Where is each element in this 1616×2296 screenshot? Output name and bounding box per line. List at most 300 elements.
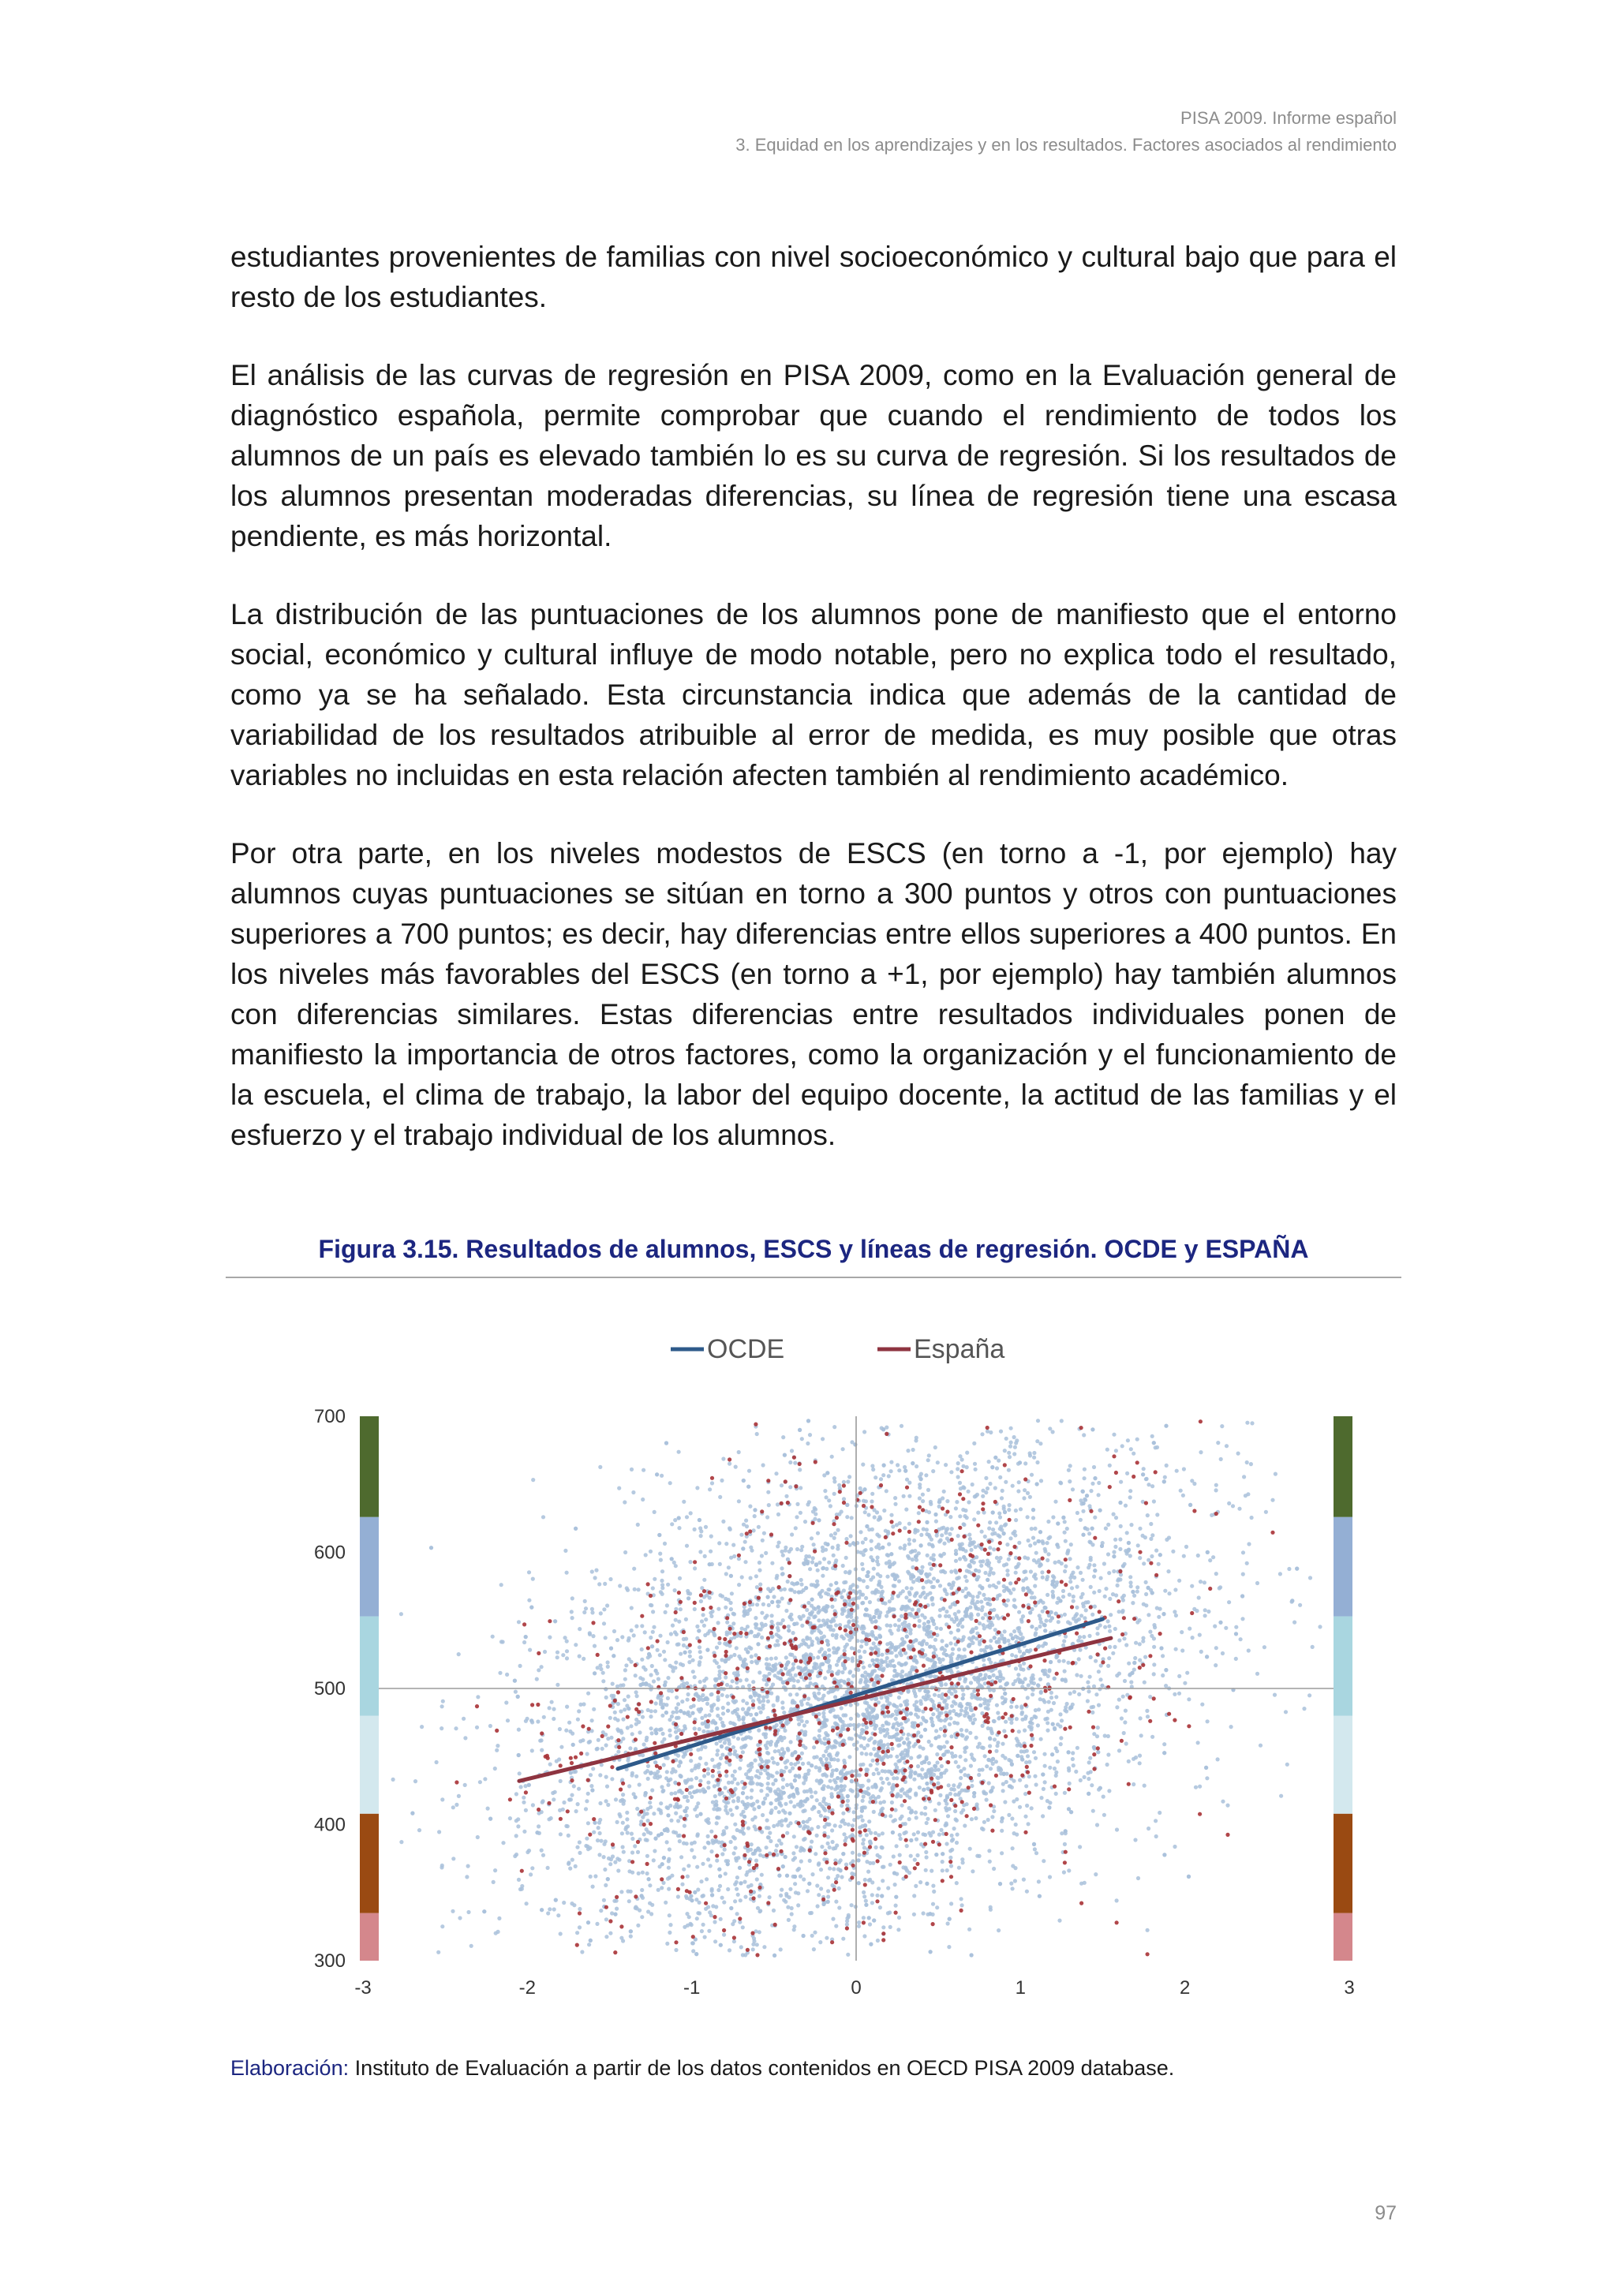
scatter-point [630, 1606, 634, 1610]
scatter-point [1060, 1419, 1064, 1423]
scatter-point [972, 1517, 976, 1521]
scatter-point [1000, 1829, 1004, 1833]
scatter-point [1077, 1657, 1081, 1661]
scatter-point [757, 1525, 761, 1529]
scatter-point [977, 1773, 981, 1777]
scatter-point [574, 1643, 578, 1647]
scatter-point [685, 1515, 689, 1519]
scatter-point [668, 1481, 672, 1485]
scatter-point [765, 1614, 769, 1617]
scatter-point [799, 1875, 802, 1879]
scatter-point [811, 1509, 815, 1513]
scatter-point [922, 1911, 926, 1915]
scatter-point [828, 1845, 832, 1849]
scatter-point [604, 1743, 608, 1747]
scatter-point [973, 1462, 977, 1466]
scatter-point [1177, 1692, 1181, 1696]
scatter-point [693, 1675, 697, 1679]
scatter-point [702, 1624, 706, 1628]
scatter-point [815, 1834, 819, 1838]
scatter-point [976, 1677, 980, 1681]
scatter-point [1175, 1469, 1179, 1473]
scatter-point [901, 1643, 905, 1647]
scatter-point [869, 1831, 873, 1835]
scatter-point [777, 1810, 781, 1814]
scatter-point [1132, 1594, 1136, 1598]
scatter-point [954, 1760, 958, 1764]
scatter-point [1167, 1591, 1171, 1595]
scatter-point [841, 1819, 845, 1823]
scatter-point [829, 1779, 832, 1783]
scatter-point [1214, 1488, 1218, 1492]
scatter-point [870, 1539, 873, 1543]
scatter-point [698, 1550, 702, 1554]
scatter-point [967, 1570, 971, 1574]
scatter-point [1046, 1552, 1050, 1556]
scatter-point [896, 1744, 900, 1748]
scatter-point [1079, 1595, 1083, 1599]
scatter-point [1004, 1437, 1008, 1441]
scatter-point [777, 1541, 781, 1545]
scatter-point [493, 1868, 497, 1872]
scatter-point [825, 1567, 829, 1571]
scatter-point [1120, 1444, 1124, 1448]
scatter-point [1052, 1701, 1056, 1705]
scatter-point [1115, 1827, 1119, 1831]
scatter-point [1104, 1587, 1108, 1591]
level-band [360, 1913, 379, 1961]
scatter-point [916, 1830, 920, 1834]
scatter-point [478, 1780, 482, 1784]
scatter-point [914, 1792, 918, 1796]
scatter-point [741, 1737, 745, 1741]
scatter-point [693, 1767, 697, 1771]
scatter-point [1075, 1565, 1079, 1569]
scatter-point [603, 1582, 607, 1586]
scatter-point [520, 1884, 524, 1888]
scatter-point [1098, 1677, 1102, 1681]
scatter-point [638, 1909, 642, 1913]
scatter-point [970, 1708, 974, 1712]
scatter-point [436, 1950, 440, 1954]
scatter-point [758, 1583, 762, 1587]
scatter-point [1003, 1629, 1007, 1633]
scatter-point [514, 1792, 518, 1796]
scatter-point [587, 1943, 591, 1946]
scatter-point [968, 1537, 972, 1541]
scatter-point [761, 1696, 765, 1700]
scatter-point [765, 1662, 769, 1666]
scatter-point [649, 1550, 653, 1554]
scatter-point [1105, 1763, 1109, 1767]
scatter-point [986, 1625, 989, 1629]
scatter-point [1007, 1557, 1011, 1561]
scatter-point [730, 1780, 734, 1784]
scatter-point [649, 1603, 653, 1607]
scatter-point [706, 1817, 710, 1821]
scatter-point [1107, 1625, 1111, 1629]
scatter-point [630, 1837, 634, 1841]
scatter-point [582, 1657, 585, 1661]
scatter-point [834, 1924, 838, 1928]
scatter-point [638, 1730, 642, 1734]
scatter-point [918, 1880, 922, 1884]
scatter-point [893, 1623, 897, 1627]
scatter-point [709, 1849, 713, 1853]
scatter-point [1025, 1890, 1029, 1894]
scatter-point [836, 1528, 840, 1532]
scatter-point [967, 1563, 971, 1567]
scatter-point [621, 1737, 625, 1741]
scatter-point [810, 1934, 814, 1938]
scatter-point [825, 1757, 829, 1761]
scatter-point [878, 1801, 882, 1804]
scatter-point [1062, 1659, 1066, 1663]
level-band [360, 1716, 379, 1814]
scatter-point [880, 1653, 884, 1657]
scatter-point [961, 1464, 965, 1468]
scatter-point [577, 1787, 581, 1791]
level-band [360, 1416, 379, 1517]
scatter-point [608, 1716, 612, 1720]
scatter-point [1079, 1778, 1083, 1782]
scatter-point [851, 1619, 855, 1623]
scatter-point [706, 1767, 710, 1771]
scatter-point [893, 1808, 897, 1812]
scatter-point [630, 1468, 634, 1471]
scatter-point [615, 1685, 619, 1688]
scatter-point [1001, 1754, 1004, 1758]
scatter-point [1216, 1757, 1220, 1761]
scatter-point [978, 1697, 982, 1701]
scatter-point [754, 1622, 758, 1626]
scatter-point [859, 1744, 863, 1748]
scatter-point [841, 1812, 845, 1815]
scatter-point [602, 1898, 606, 1902]
scatter-point [825, 1495, 829, 1499]
scatter-point [772, 1760, 776, 1764]
scatter-point [668, 1729, 671, 1733]
scatter-point [864, 1499, 868, 1503]
scatter-point [716, 1707, 720, 1711]
scatter-point [897, 1468, 901, 1472]
scatter-point [575, 1845, 579, 1849]
scatter-point [1009, 1441, 1013, 1445]
scatter-point [760, 1873, 764, 1877]
scatter-point [1141, 1636, 1145, 1640]
scatter-point [722, 1724, 726, 1728]
scatter-point [1123, 1679, 1127, 1683]
scatter-point [1234, 1657, 1238, 1661]
scatter-point [1144, 1592, 1148, 1596]
scatter-point [894, 1904, 898, 1908]
scatter-point [886, 1743, 890, 1747]
scatter-point [513, 1854, 517, 1858]
scatter-point [1075, 1612, 1079, 1616]
scatter-point [679, 1607, 683, 1611]
scatter-point [781, 1618, 785, 1622]
scatter-point [911, 1565, 915, 1569]
scatter-point [618, 1584, 622, 1587]
scatter-point [646, 1777, 650, 1781]
scatter-point [1009, 1705, 1013, 1709]
scatter-point [950, 1848, 954, 1852]
scatter-point [861, 1799, 865, 1803]
scatter-point [627, 1784, 631, 1788]
scatter-point [522, 1796, 526, 1800]
scatter-point [963, 1823, 967, 1827]
scatter-point [881, 1879, 885, 1883]
scatter-point [613, 1717, 617, 1721]
scatter-point [879, 1477, 883, 1481]
scatter-point [942, 1744, 946, 1748]
scatter-point [590, 1610, 594, 1614]
scatter-point [1068, 1580, 1072, 1584]
scatter-point [605, 1603, 609, 1607]
scatter-point [788, 1587, 792, 1591]
scatter-point [739, 1657, 743, 1661]
scatter-point [1010, 1653, 1014, 1657]
scatter-point [870, 1547, 873, 1551]
scatter-point [939, 1554, 943, 1558]
scatter-point [650, 1664, 654, 1668]
scatter-point [996, 1594, 1000, 1598]
scatter-point [973, 1718, 977, 1722]
scatter-point [1024, 1760, 1028, 1764]
scatter-point [1095, 1632, 1099, 1636]
scatter-point [776, 1762, 780, 1766]
scatter-point [667, 1688, 671, 1692]
scatter-point [791, 1851, 795, 1855]
scatter-point [915, 1554, 918, 1557]
scatter-point [745, 1796, 749, 1800]
scatter-point [1064, 1565, 1068, 1569]
scatter-point [795, 1515, 799, 1519]
scatter-point [570, 1596, 574, 1600]
scatter-point [1097, 1493, 1101, 1497]
scatter-point [634, 1906, 638, 1910]
scatter-point [716, 1621, 720, 1625]
scatter-point [451, 1857, 455, 1860]
scatter-point [803, 1746, 807, 1750]
scatter-point [537, 1824, 541, 1828]
scatter-point [391, 1778, 395, 1782]
scatter-point [659, 1727, 663, 1731]
scatter-point [919, 1842, 923, 1846]
scatter-point [1019, 1507, 1023, 1511]
scatter-point [1106, 1619, 1110, 1623]
scatter-point [1190, 1584, 1194, 1588]
scatter-point [1014, 1823, 1018, 1827]
scatter-point [789, 1800, 793, 1804]
scatter-point [960, 1897, 963, 1901]
scatter-point [766, 1700, 770, 1703]
scatter-point [974, 1626, 978, 1630]
scatter-point [651, 1586, 655, 1590]
scatter-point [417, 1828, 421, 1832]
scatter-point [840, 1788, 844, 1792]
scatter-point [673, 1791, 677, 1795]
scatter-point [826, 1875, 830, 1879]
scatter-point [1102, 1561, 1106, 1565]
scatter-point [767, 1503, 771, 1507]
scatter-point [763, 1797, 767, 1801]
scatter-point [1087, 1563, 1091, 1567]
scatter-point [934, 1626, 938, 1630]
scatter-point [668, 1847, 671, 1851]
scatter-point [927, 1740, 931, 1744]
scatter-point [817, 1734, 821, 1738]
scatter-point [972, 1540, 976, 1544]
scatter-point [1002, 1687, 1006, 1691]
scatter-point [920, 1767, 924, 1771]
scatter-point [883, 1602, 887, 1606]
scatter-point [676, 1894, 680, 1898]
scatter-point [559, 1779, 563, 1783]
scatter-point [918, 1496, 922, 1500]
scatter-point [553, 1790, 557, 1794]
scatter-point [741, 1953, 745, 1957]
scatter-point [1094, 1692, 1098, 1696]
scatter-point [1034, 1782, 1038, 1786]
scatter-point [863, 1537, 867, 1541]
scatter-point [770, 1756, 774, 1760]
level-bands-left [360, 1416, 379, 1961]
scatter-point [703, 1554, 707, 1558]
scatter-point [1177, 1674, 1181, 1678]
scatter-point [610, 1911, 614, 1915]
scatter-point [998, 1515, 1002, 1519]
scatter-point [590, 1607, 594, 1611]
scatter-point [1128, 1489, 1132, 1493]
scatter-point [713, 1794, 717, 1798]
scatter-point [640, 1888, 644, 1892]
scatter-point [779, 1894, 783, 1898]
scatter-point [800, 1703, 804, 1707]
scatter-point [540, 1748, 544, 1752]
scatter-point [969, 1764, 973, 1768]
scatter-point [660, 1583, 664, 1587]
scatter-point [640, 1915, 644, 1919]
scatter-point [864, 1752, 868, 1756]
scatter-point [1041, 1576, 1045, 1580]
scatter-point [982, 1827, 986, 1831]
scatter-point [627, 1695, 630, 1699]
scatter-point [660, 1789, 664, 1793]
scatter-point [907, 1481, 911, 1485]
scatter-point [851, 1859, 855, 1863]
scatter-point [935, 1760, 939, 1764]
scatter-point [843, 1761, 847, 1765]
scatter-point [840, 1609, 844, 1613]
scatter-point [1086, 1771, 1090, 1775]
scatter-point [877, 1771, 881, 1775]
scatter-point [896, 1723, 900, 1727]
scatter-point [1117, 1610, 1121, 1614]
scatter-point [1225, 1444, 1229, 1448]
scatter-point [780, 1888, 784, 1892]
scatter-point [1117, 1698, 1121, 1702]
scatter-point [1143, 1784, 1147, 1788]
scatter-point [693, 1726, 697, 1730]
scatter-point [875, 1767, 879, 1771]
scatter-point [1036, 1723, 1040, 1727]
scatter-point [599, 1667, 603, 1671]
scatter-point [846, 1953, 850, 1957]
scatter-point [698, 1779, 702, 1783]
scatter-point [604, 1696, 608, 1700]
scatter-point [872, 1747, 876, 1751]
scatter-point [787, 1795, 791, 1799]
scatter-point [1311, 1645, 1315, 1649]
scatter-point [1010, 1763, 1014, 1767]
scatter-point [970, 1817, 974, 1821]
scatter-point [730, 1591, 734, 1595]
scatter-point [1007, 1451, 1011, 1455]
scatter-point [862, 1838, 866, 1842]
scatter-point [1236, 1452, 1240, 1456]
scatter-point [948, 1641, 952, 1645]
scatter-point [993, 1737, 997, 1741]
scatter-point [1001, 1789, 1005, 1793]
scatter-point [784, 1494, 788, 1498]
scatter-point [1083, 1468, 1087, 1471]
scatter-point [796, 1666, 800, 1670]
scatter-point [868, 1600, 872, 1604]
scatter-point [1005, 1543, 1009, 1546]
scatter-point [967, 1928, 971, 1931]
scatter-point [767, 1603, 771, 1607]
scatter-point [1135, 1438, 1139, 1442]
scatter-point [895, 1727, 899, 1731]
scatter-point [847, 1678, 851, 1682]
scatter-point [694, 1898, 698, 1901]
scatter-point [654, 1701, 658, 1705]
scatter-point [902, 1831, 906, 1835]
scatter-chart [268, 1314, 1389, 2040]
scatter-point [842, 1497, 846, 1501]
scatter-point [997, 1670, 1001, 1673]
scatter-point [997, 1766, 1001, 1770]
scatter-point [567, 1862, 570, 1866]
scatter-point [1089, 1585, 1093, 1589]
scatter-point [861, 1593, 865, 1597]
scatter-point [889, 1469, 893, 1473]
scatter-point [997, 1580, 1001, 1584]
scatter-point [732, 1700, 736, 1704]
scatter-point [1027, 1774, 1031, 1778]
scatter-point [847, 1755, 851, 1759]
scatter-point [967, 1533, 971, 1537]
scatter-point [956, 1765, 960, 1769]
scatter-point [912, 1832, 916, 1836]
scatter-point [752, 1807, 756, 1811]
scatter-point [946, 1814, 950, 1818]
scatter-point [1068, 1593, 1072, 1597]
scatter-point [956, 1629, 960, 1632]
scatter-point [779, 1947, 783, 1951]
scatter-point [843, 1649, 847, 1653]
scatter-point [648, 1801, 652, 1804]
scatter-point [1019, 1712, 1023, 1716]
scatter-point [606, 1665, 610, 1669]
scatter-point [975, 1600, 979, 1604]
scatter-point [749, 1546, 753, 1550]
scatter-point [516, 1824, 520, 1828]
scatter-point [775, 1574, 779, 1578]
scatter-point [1062, 1639, 1066, 1643]
scatter-point [1196, 1741, 1200, 1744]
